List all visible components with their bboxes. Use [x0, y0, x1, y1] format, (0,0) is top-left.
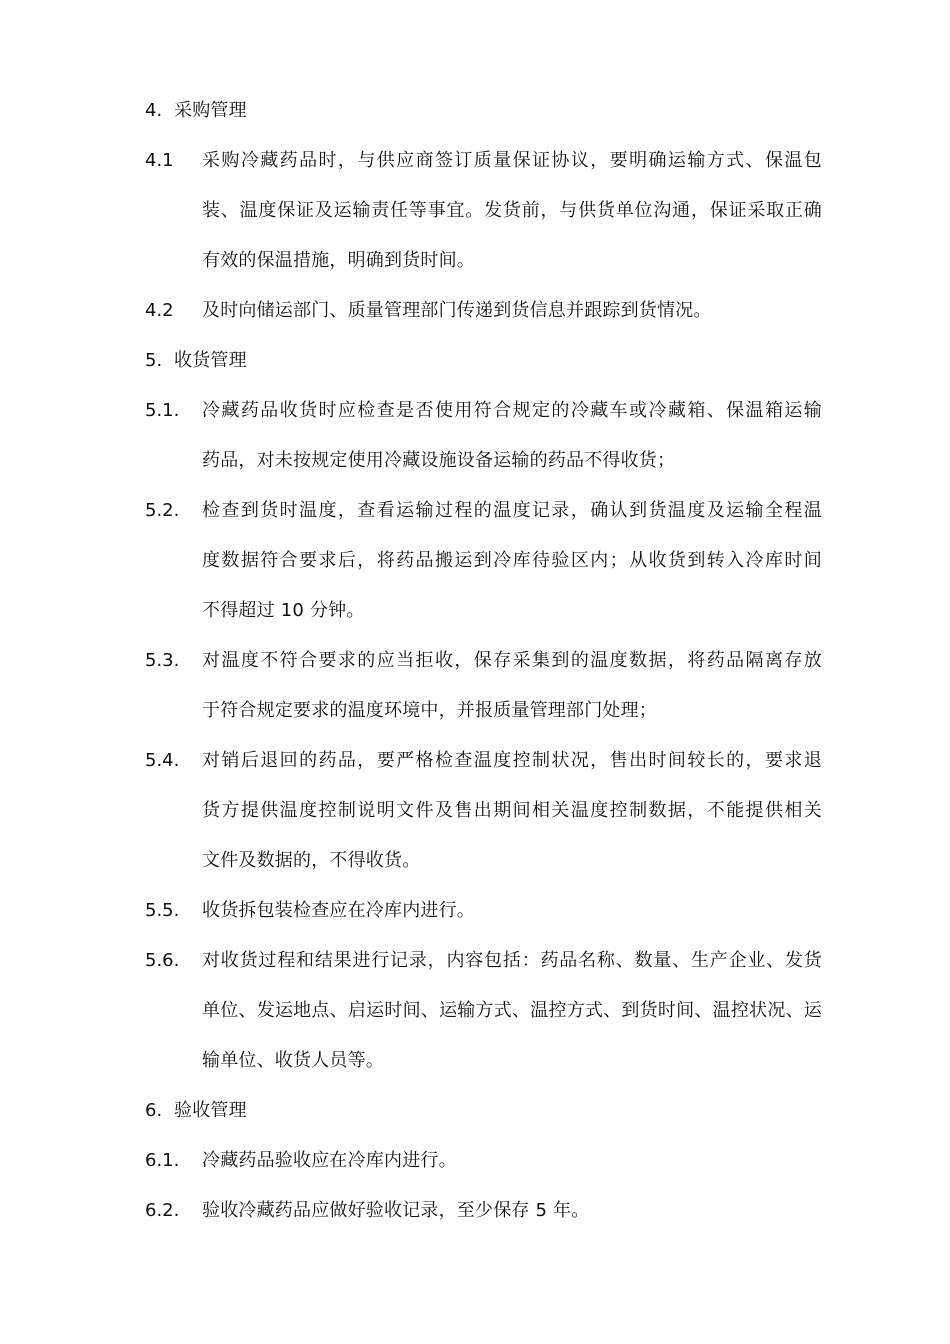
clause-number: 5.5.: [145, 900, 180, 921]
section-heading: [145, 86, 810, 136]
clause-line: [145, 536, 822, 586]
clause-number: 4.: [145, 100, 163, 121]
clause-text: 于符合规定要求的温度环境中，并报质量管理部门处理；: [202, 700, 657, 721]
clause-number: 5.6.: [145, 950, 180, 971]
clause-line: [145, 936, 822, 986]
clause-line: [145, 986, 822, 1036]
clause-line: [145, 886, 810, 936]
clause-number: 4.1: [145, 150, 174, 171]
clause-text: 检查到货时温度，查看运输过程的温度记录，确认到货温度及运输全程温: [202, 500, 822, 521]
clause-text: 采购冷藏药品时，与供应商签订质量保证协议，要明确运输方式、保温包: [202, 150, 822, 171]
section-title: 验收管理: [174, 1100, 247, 1121]
section-heading: [145, 1086, 810, 1136]
clause-number: 5.1.: [145, 400, 180, 421]
clause-line: [145, 236, 810, 286]
section-title: 收货管理: [174, 350, 247, 371]
clause-line: [145, 1136, 810, 1186]
clause-text: 冷藏药品验收应在冷库内进行。: [202, 1150, 457, 1171]
clause-line: [145, 436, 810, 486]
clause-number: 5.: [145, 350, 163, 371]
clause-line: [145, 486, 822, 536]
clause-text: 货方提供温度控制说明文件及售出期间相关温度控制数据，不能提供相关: [202, 800, 822, 821]
clause-text: 对收货过程和结果进行记录，内容包括：药品名称、数量、生产企业、发货: [202, 950, 822, 971]
clause-number: 6.: [145, 1100, 163, 1121]
clause-line: [145, 736, 822, 786]
clause-text: 有效的保温措施，明确到货时间。: [202, 250, 475, 271]
clause-number: 6.1.: [145, 1150, 180, 1171]
clause-line: [145, 636, 822, 686]
clause-line: [145, 186, 822, 236]
clause-text: 不得超过 10 分钟。: [202, 600, 365, 621]
clause-line: [145, 586, 810, 636]
clause-line: [145, 136, 822, 186]
clause-text: 冷藏药品收货时应检查是否使用符合规定的冷藏车或冷藏箱、保温箱运输: [202, 400, 822, 421]
clause-text: 收货拆包装检查应在冷库内进行。: [202, 900, 475, 921]
clause-text: 对销后退回的药品，要严格检查温度控制状况，售出时间较长的，要求退: [202, 750, 822, 771]
clause-line: [145, 786, 822, 836]
clause-number: 5.4.: [145, 750, 180, 771]
clause-line: [145, 1036, 810, 1086]
clause-text: 对温度不符合要求的应当拒收，保存采集到的温度数据，将药品隔离存放: [202, 650, 822, 671]
clause-text: 验收冷藏药品应做好验收记录，至少保存 5 年。: [202, 1200, 590, 1221]
clause-text: 文件及数据的，不得收货。: [202, 850, 421, 871]
clause-number: 5.2.: [145, 500, 180, 521]
section-heading: [145, 336, 810, 386]
clause-line: [145, 686, 810, 736]
document-body: [145, 86, 822, 1236]
clause-text: 药品，对未按规定使用冷藏设施设备运输的药品不得收货；: [202, 450, 676, 471]
clause-line: [145, 1186, 810, 1236]
clause-line: [145, 286, 810, 336]
clause-text: 输单位、收货人员等。: [202, 1050, 384, 1071]
section-title: 采购管理: [174, 100, 247, 121]
clause-text: 及时向储运部门、质量管理部门传递到货信息并跟踪到货情况。: [202, 300, 712, 321]
clause-text: 单位、发运地点、启运时间、运输方式、温控方式、到货时间、温控状况、运: [202, 1000, 822, 1021]
clause-number: 6.2.: [145, 1200, 180, 1221]
clause-number: 5.3.: [145, 650, 180, 671]
clause-number: 4.2: [145, 300, 174, 321]
clause-line: [145, 386, 822, 436]
clause-text: 度数据符合要求后，将药品搬运到冷库待验区内；从收货到转入冷库时间: [202, 550, 822, 571]
clause-text: 装、温度保证及运输责任等事宜。发货前，与供货单位沟通，保证采取正确: [202, 200, 822, 221]
clause-line: [145, 836, 810, 886]
